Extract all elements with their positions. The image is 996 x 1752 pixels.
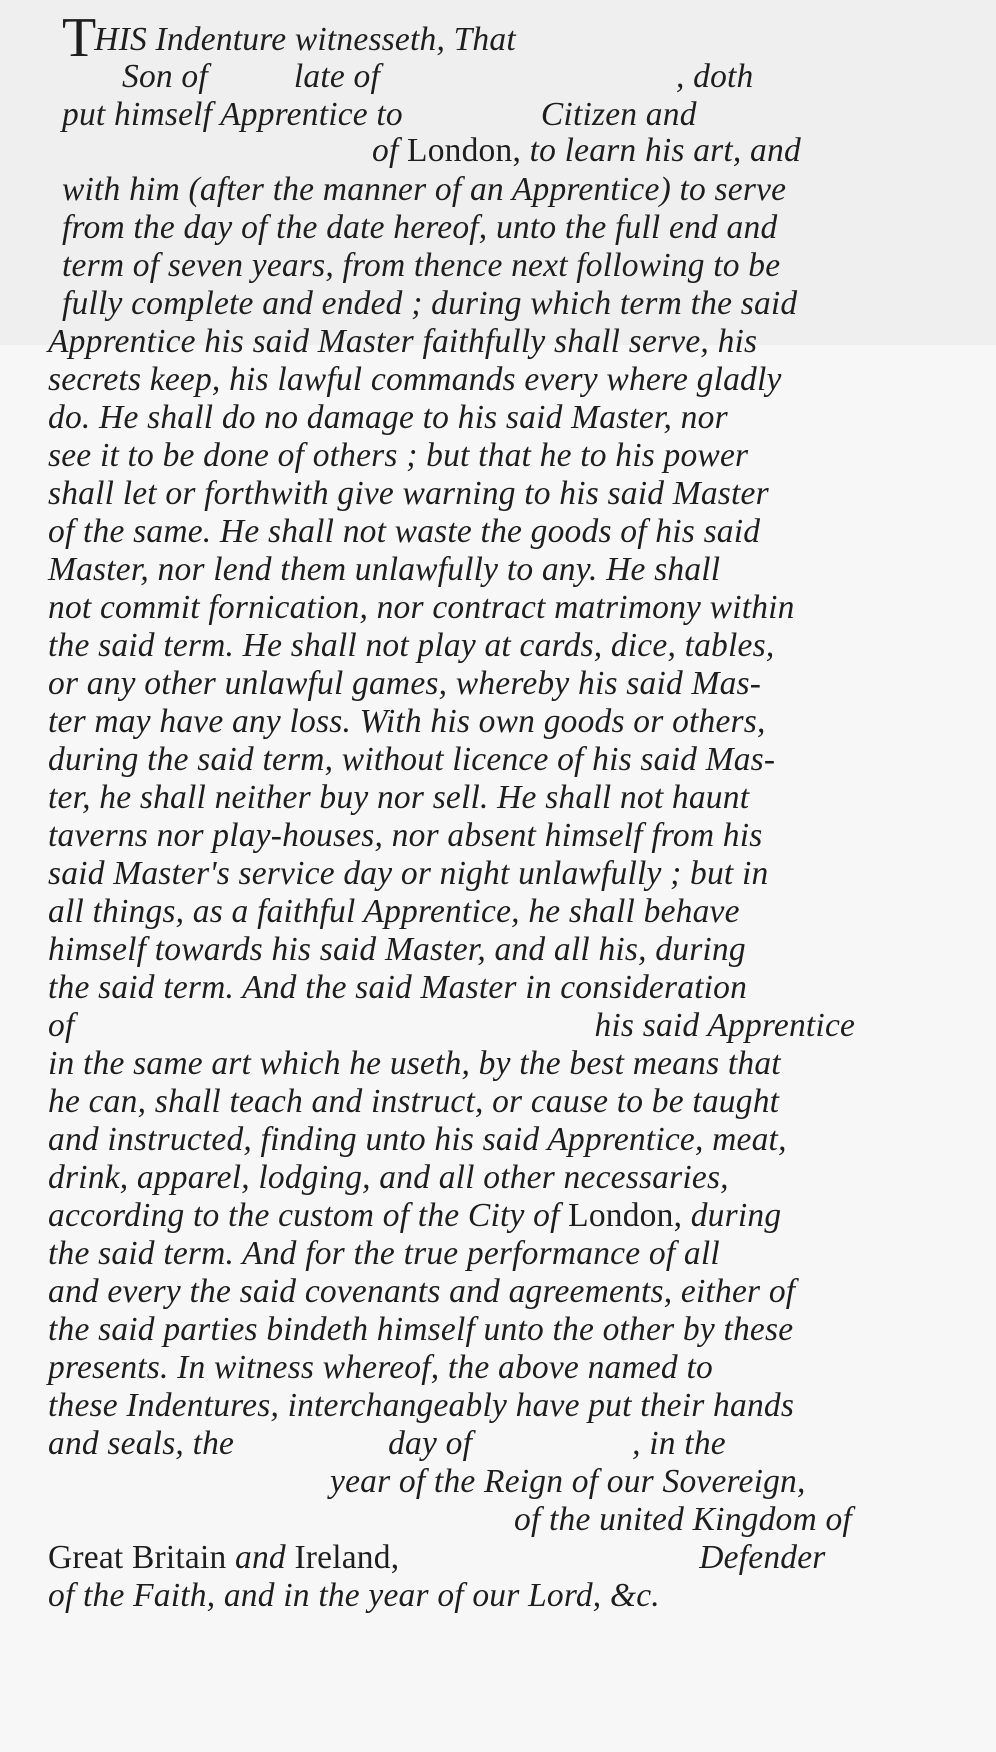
- text-line-22: taverns nor play-houses, nor absent himself from his: [48, 817, 763, 854]
- text-line-26: the said term. And the said Master in consideration: [48, 969, 748, 1006]
- text-line-27: of his said Apprentice: [48, 1007, 856, 1044]
- text-line-36: presents. In witness whereof, the above named to: [48, 1349, 713, 1386]
- text-line-35: the said parties bindeth himself unto the other by these: [48, 1311, 794, 1348]
- text-line-1: THIS Indenture witnesseth, That: [62, 7, 516, 69]
- text-line-32: according to the custom of the City of London, during: [48, 1197, 782, 1234]
- text-line-6: from the day of the date hereof, unto the full end and: [62, 209, 778, 246]
- text-line-28: in the same art which he useth, by the best means that: [48, 1045, 781, 1082]
- text-line-2: Son of late of , doth: [122, 58, 754, 95]
- text-line-42: of the Faith, and in the year of our Lord, &c.: [48, 1577, 660, 1614]
- text-line-37: these Indentures, interchangeably have put their hands: [48, 1387, 795, 1424]
- text-line-18: or any other unlawful games, whereby his said Mas-: [48, 665, 762, 702]
- text-line-9: Apprentice his said Master faithfully shall serve, his: [48, 323, 758, 360]
- text-line-25: himself towards his said Master, and all his, during: [48, 931, 746, 968]
- text-line-19: ter may have any loss. With his own goods or others,: [48, 703, 766, 740]
- text-line-3: put himself Apprentice to Citizen and: [62, 96, 697, 133]
- text-line-13: shall let or forthwith give warning to his said Master: [48, 475, 769, 512]
- text-line-11: do. He shall do no damage to his said Master, nor: [48, 399, 728, 436]
- text-line-38: and seals, the day of , in the: [48, 1425, 726, 1462]
- text-line-5: with him (after the manner of an Apprentice) to serve: [62, 171, 787, 208]
- text-line-15: Master, nor lend them unlawfully to any. He shall: [48, 551, 721, 588]
- text-line-17: the said term. He shall not play at cards, dice, tables,: [48, 627, 775, 664]
- text-line-34: and every the said covenants and agreements, either of: [48, 1273, 796, 1310]
- text-line-14: of the same. He shall not waste the goods of his said: [48, 513, 761, 550]
- text-line-33: the said term. And for the true performance of all: [48, 1235, 720, 1272]
- text-line-24: all things, as a faithful Apprentice, he shall behave: [48, 893, 740, 930]
- text-line-39: year of the Reign of our Sovereign,: [330, 1463, 806, 1500]
- text-line-30: and instructed, finding unto his said Apprentice, meat,: [48, 1121, 787, 1158]
- text-line-40: of the united Kingdom of: [514, 1501, 852, 1538]
- text-line-31: drink, apparel, lodging, and all other necessaries,: [48, 1159, 729, 1196]
- text-line-16: not commit fornication, nor contract matrimony within: [48, 589, 795, 626]
- drop-cap: T: [62, 7, 95, 69]
- text-line-7: term of seven years, from thence next following to be: [62, 247, 781, 284]
- text-line-29: he can, shall teach and instruct, or cause to be taught: [48, 1083, 780, 1120]
- text-line-20: during the said term, without licence of his said Mas-: [48, 741, 776, 778]
- text-line-41: Great Britain and Ireland, Defender: [48, 1539, 826, 1576]
- text-line-8: fully complete and ended ; during which term the said: [62, 285, 798, 322]
- text-line-12: see it to be done of others ; but that he to his power: [48, 437, 749, 474]
- text-line-21: ter, he shall neither buy nor sell. He shall not haunt: [48, 779, 750, 816]
- text-line-4: of London, to learn his art, and: [372, 132, 801, 169]
- text-line-23: said Master's service day or night unlawfully ; but in: [48, 855, 769, 892]
- text-line-10: secrets keep, his lawful commands every where gladly: [48, 361, 782, 398]
